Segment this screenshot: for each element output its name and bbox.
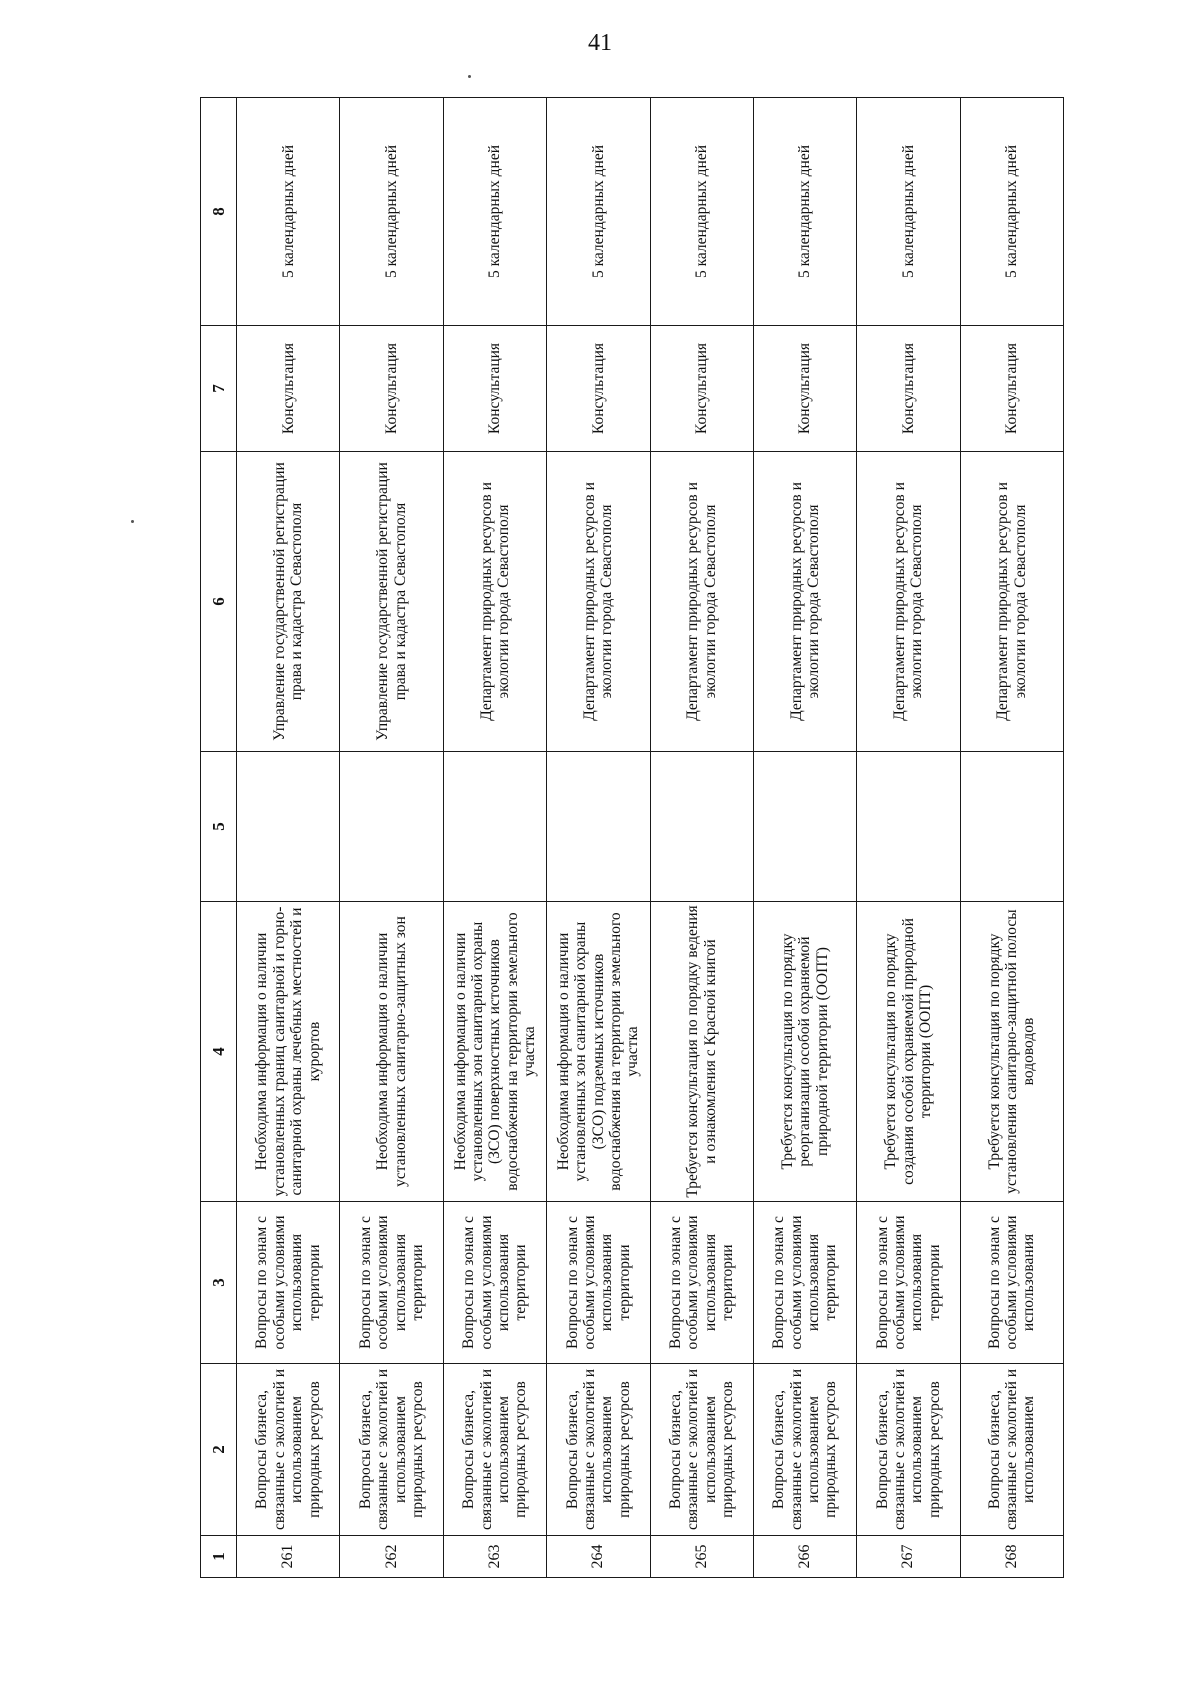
business-area-cell: Вопросы бизнеса, связанные с экологией и использованием природных ресурсов: [443, 1364, 546, 1536]
request-description-cell: Требуется консультация по порядку установления санитарно-защитной полосы водоводов: [960, 902, 1063, 1202]
topic-cell: Вопросы по зонам с особыми условиями использования территории: [443, 1202, 546, 1364]
term-cell: 5 календарных дней: [547, 98, 650, 326]
row-number: 262: [340, 1536, 443, 1578]
request-description-cell: Необходима информация о наличии установленных границ санитарной и горно-санитарной охраны лечебных местностей и курортов: [237, 902, 340, 1202]
authority-cell: Департамент природных ресурсов и экологии города Севастополя: [443, 452, 546, 752]
services-table: [200, 97, 1064, 1578]
row-number: 261: [237, 1536, 340, 1578]
empty-cell: [650, 752, 753, 902]
row-number: 267: [857, 1536, 960, 1578]
term-cell: 5 календарных дней: [753, 98, 856, 326]
topic-cell: Вопросы по зонам с особыми условиями использования территории: [237, 1202, 340, 1364]
topic-cell: Вопросы по зонам с особыми условиями использования территории: [547, 1202, 650, 1364]
service-type-cell: Консультация: [547, 326, 650, 452]
empty-cell: [237, 752, 340, 902]
empty-cell: [753, 752, 856, 902]
topic-cell: Вопросы по зонам с особыми условиями использования территории: [753, 1202, 856, 1364]
topic-cell: Вопросы по зонам с особыми условиями использования территории: [857, 1202, 960, 1364]
table-row: [960, 98, 1063, 1578]
column-header: 3: [201, 1202, 237, 1364]
service-type-cell: Консультация: [753, 326, 856, 452]
column-header: 4: [201, 902, 237, 1202]
authority-cell: Департамент природных ресурсов и экологии города Севастополя: [960, 452, 1063, 752]
request-description-cell: Требуется консультация по порядку реорганизации особой охраняемой природной территории (ООПТ): [753, 902, 856, 1202]
request-description-cell: Требуется консультация по порядку создания особой охраняемой природной территории (ООПТ): [857, 902, 960, 1202]
scan-speck: [468, 75, 471, 78]
row-number: 265: [650, 1536, 753, 1578]
business-area-cell: Вопросы бизнеса, связанные с экологией и использованием природных ресурсов: [857, 1364, 960, 1536]
column-header: 6: [201, 452, 237, 752]
request-description-cell: Необходима информация о наличии установленных санитарно-защитных зон: [340, 902, 443, 1202]
request-description-cell: Необходима информация о наличии установленных зон санитарной охраны (ЗСО) подземных источников водоснабжения на территории земельного участка: [547, 902, 650, 1202]
authority-cell: Департамент природных ресурсов и экологии города Севастополя: [650, 452, 753, 752]
business-area-cell: Вопросы бизнеса, связанные с экологией и использованием природных ресурсов: [237, 1364, 340, 1536]
row-number: 266: [753, 1536, 856, 1578]
row-number: 263: [443, 1536, 546, 1578]
column-header: 5: [201, 752, 237, 902]
service-type-cell: Консультация: [340, 326, 443, 452]
empty-cell: [443, 752, 546, 902]
empty-cell: [340, 752, 443, 902]
column-number-row: [201, 98, 237, 1578]
authority-cell: Департамент природных ресурсов и экологии города Севастополя: [547, 452, 650, 752]
table-row: [340, 98, 443, 1578]
rotated-table-container: [200, 98, 1064, 1578]
topic-cell: Вопросы по зонам с особыми условиями использования территории: [340, 1202, 443, 1364]
business-area-cell: Вопросы бизнеса, связанные с экологией и использованием: [960, 1364, 1063, 1536]
scan-speck: [131, 520, 134, 523]
business-area-cell: Вопросы бизнеса, связанные с экологией и использованием природных ресурсов: [753, 1364, 856, 1536]
column-header: 2: [201, 1364, 237, 1536]
column-header: 1: [201, 1536, 237, 1578]
service-type-cell: Консультация: [237, 326, 340, 452]
table-row: [753, 98, 856, 1578]
empty-cell: [547, 752, 650, 902]
row-number: 264: [547, 1536, 650, 1578]
empty-cell: [960, 752, 1063, 902]
service-type-cell: Консультация: [650, 326, 753, 452]
column-header: 8: [201, 98, 237, 326]
business-area-cell: Вопросы бизнеса, связанные с экологией и использованием природных ресурсов: [650, 1364, 753, 1536]
column-header: 7: [201, 326, 237, 452]
topic-cell: Вопросы по зонам с особыми условиями использования территории: [650, 1202, 753, 1364]
authority-cell: Департамент природных ресурсов и экологии города Севастополя: [857, 452, 960, 752]
term-cell: 5 календарных дней: [960, 98, 1063, 326]
business-area-cell: Вопросы бизнеса, связанные с экологией и использованием природных ресурсов: [547, 1364, 650, 1536]
term-cell: 5 календарных дней: [650, 98, 753, 326]
request-description-cell: Требуется консультация по порядку ведения и ознакомления с Красной книгой: [650, 902, 753, 1202]
topic-cell: Вопросы по зонам с особыми условиями использования: [960, 1202, 1063, 1364]
table-row: [857, 98, 960, 1578]
term-cell: 5 календарных дней: [237, 98, 340, 326]
table-row: [650, 98, 753, 1578]
row-number: 268: [960, 1536, 1063, 1578]
term-cell: 5 календарных дней: [340, 98, 443, 326]
request-description-cell: Необходима информация о наличии установленных зон санитарной охраны (ЗСО) поверхностных источников водоснабжения на территории земельного участка: [443, 902, 546, 1202]
table-row: [237, 98, 340, 1578]
table-row: [547, 98, 650, 1578]
term-cell: 5 календарных дней: [443, 98, 546, 326]
authority-cell: Управление государственной регистрации права и кадастра Севастополя: [340, 452, 443, 752]
empty-cell: [857, 752, 960, 902]
service-type-cell: Консультация: [960, 326, 1063, 452]
service-type-cell: Консультация: [443, 326, 546, 452]
authority-cell: Управление государственной регистрации права и кадастра Севастополя: [237, 452, 340, 752]
service-type-cell: Консультация: [857, 326, 960, 452]
page-number: 41: [588, 30, 612, 56]
authority-cell: Департамент природных ресурсов и экологии города Севастополя: [753, 452, 856, 752]
term-cell: 5 календарных дней: [857, 98, 960, 326]
business-area-cell: Вопросы бизнеса, связанные с экологией и использованием природных ресурсов: [340, 1364, 443, 1536]
table-row: [443, 98, 546, 1578]
